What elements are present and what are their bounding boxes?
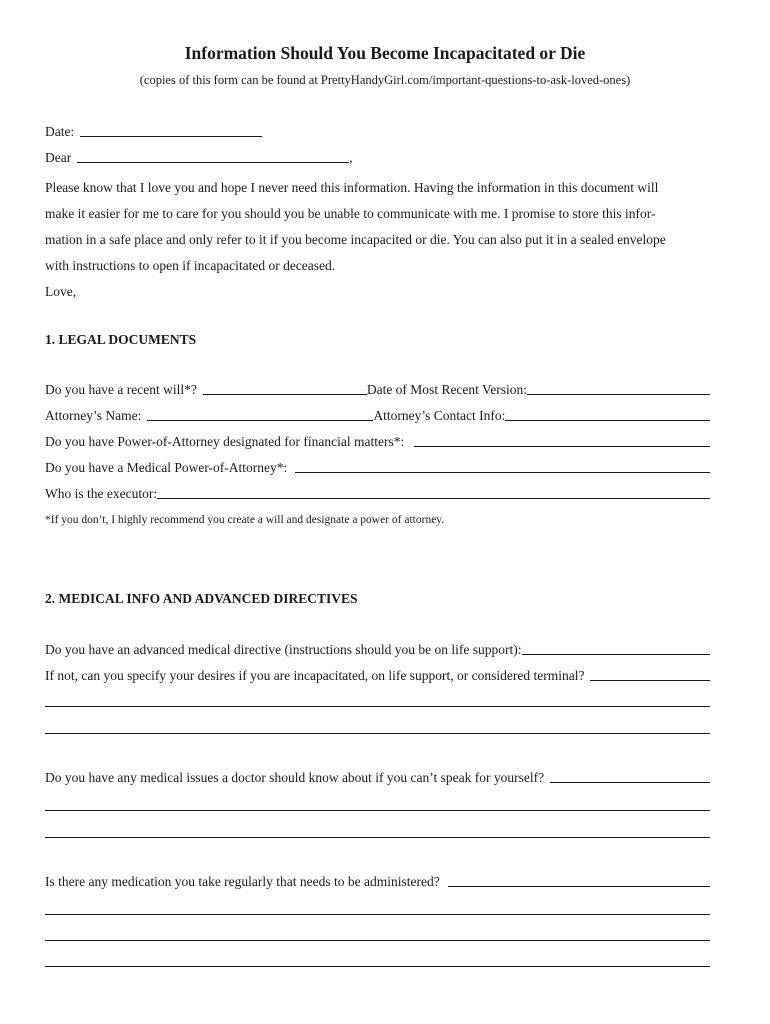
issues-row [45,770,710,786]
attorney-contact-label: Attorney’s Contact Info: [373,408,506,423]
date-label: Date: [45,124,75,139]
form-subtitle: (copies of this form can be found at PrettyHandyGirl.com/important-questions-to-ask-loved-ones) [139,73,631,87]
poa-medical-row [45,460,710,476]
dear-comma: , [349,150,353,165]
medication-row [45,874,710,890]
letter-body-line: Please know that I love you and hope I never need this information. Having the information in this document will [45,180,659,195]
desires-line[interactable] [45,733,710,734]
section-heading-medical: 2. MEDICAL INFO AND ADVANCED DIRECTIVES [45,591,358,606]
will-label: Do you have a recent will*? [45,382,197,397]
desires-row [45,668,710,684]
directive-field[interactable] [522,653,711,655]
poa-financial-label: Do you have Power-of-Attorney designated for financial matters*: [45,434,405,449]
legal-footnote: *If you don’t, I highly recommend you create a will and designate a power of attorney. [45,514,445,526]
will-row [45,382,710,398]
medication-field[interactable] [448,885,710,887]
will-field[interactable] [203,393,367,395]
letter-body [45,175,717,305]
attorney-name-label: Attorney’s Name: [45,408,142,423]
medication-line[interactable] [45,914,710,915]
issues-label: Do you have any medical issues a doctor should know about if you can’t speak for yourself? [45,770,545,785]
attorney-contact-field[interactable] [505,419,710,421]
date-row [45,124,265,140]
executor-label: Who is the executor: [45,486,158,501]
issues-line[interactable] [45,810,710,811]
version-date-field[interactable] [527,393,710,395]
issues-field[interactable] [550,781,710,783]
directive-label: Do you have an advanced medical directive (instructions should you be on life support): [45,642,522,657]
dear-row [45,150,365,166]
poa-medical-label: Do you have a Medical Power-of-Attorney*: [45,460,288,475]
desires-line[interactable] [45,706,710,707]
letter-body-line: make it easier for me to care for you should you be unable to communicate with me. I promise to store this infor- [45,206,656,221]
letter-body-line: with instructions to open if incapacitated or deceased. [45,258,336,273]
executor-field[interactable] [157,497,710,499]
directive-row [45,642,710,658]
dear-recipient-field[interactable] [77,161,349,163]
desires-label: If not, can you specify your desires if you are incapacitated, on life support, or considered terminal? [45,668,585,683]
medication-label: Is there any medication you take regularly that needs to be administered? [45,874,440,889]
dear-label: Dear [45,150,72,165]
poa-financial-row [45,434,710,450]
medication-line[interactable] [45,966,710,967]
date-field[interactable] [80,135,262,137]
desires-field[interactable] [590,679,710,681]
poa-medical-field[interactable] [295,471,710,473]
executor-row [45,486,710,502]
letter-body-line: mation in a safe place and only refer to it if you become incapacited or die. You can also put it in a sealed envelope [45,232,666,247]
form-title: Information Should You Become Incapacitated or Die [184,43,586,63]
attorney-name-field[interactable] [147,419,373,421]
poa-financial-field[interactable] [414,445,710,447]
section-heading-legal: 1. LEGAL DOCUMENTS [45,332,197,347]
version-label: Date of Most Recent Version: [366,382,528,397]
attorney-row [45,408,710,424]
letter-closing: Love, [45,284,77,299]
medication-line[interactable] [45,940,710,941]
issues-line[interactable] [45,837,710,838]
